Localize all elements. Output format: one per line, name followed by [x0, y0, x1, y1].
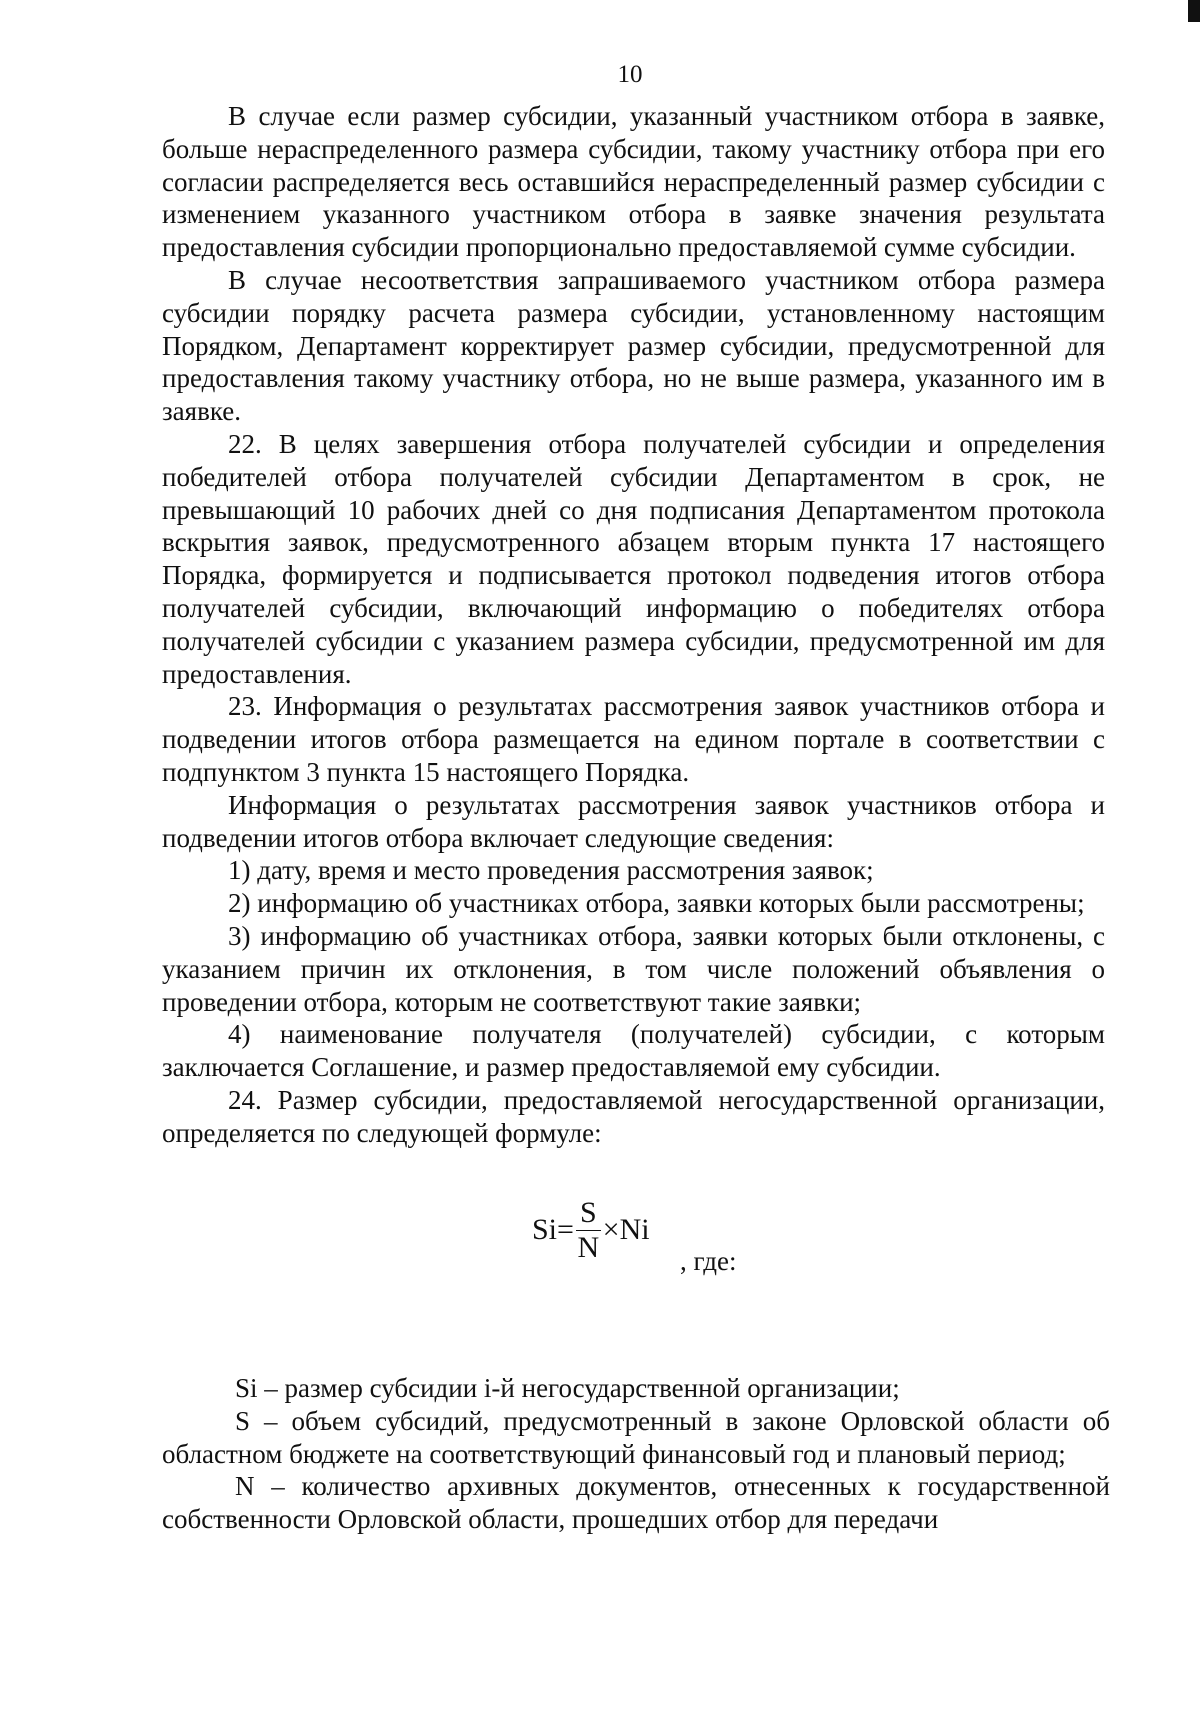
scan-edge-mark: [1188, 0, 1200, 22]
paragraph-subsidy-mismatch: В случае несоответствия запрашиваемого участником отбора размера субсидии порядку расчета размера субсидии, установленному настоящим Порядком, Департамент корректирует размер субсидии, предусмотренной для предоставления такому участнику отбора, но не выше размера, указанного им в заявке.: [162, 264, 1105, 427]
formula-operator: ×: [602, 1213, 620, 1246]
definition-s: S – объем субсидий, предусмотренный в законе Орловской области об областном бюджете на соответствующий финансовый год и плановый период;: [162, 1405, 1110, 1469]
list-item-4: 4) наименование получателя (получателей) субсидии, с которым заключается Соглашение, и размер предоставляемой ему субсидии.: [162, 1019, 1105, 1083]
definition-si: Si – размер субсидии i-й негосударственной организации;: [235, 1373, 900, 1403]
formula-lhs: Si=: [532, 1213, 574, 1246]
list-item-3: 3) информацию об участниках отбора, заявки которых были отклонены, с указанием причин их отклонения, в том числе положений объявления о проведении отбора, которым не соответствуют такие заявки;: [162, 920, 1105, 1017]
paragraph-item-24: 24. Размер субсидии, предоставляемой негосударственной организации, определяется по следующей формуле:: [162, 1084, 1105, 1148]
subsidy-formula: [532, 1195, 737, 1276]
formula-denominator: N: [577, 1230, 600, 1264]
formula-fraction: [576, 1196, 601, 1265]
formula-where: , где:: [680, 1245, 737, 1276]
paragraph-item-22: 22. В целях завершения отбора получателей субсидии и определения победителей отбора получателей субсидии Департаментом в срок, не превышающий 10 рабочих дней со дня подписания Департаментом протокола вскрытия заявок, предусмотренного абзацем вторым пункта 17 настоящего Порядка, формируется и подписывается протокол подведения итогов отбора получателей субсидии, включающий информацию о победителях отбора получателей субсидии с указанием размера субсидии, предусмотренной им для предоставления.: [162, 428, 1105, 689]
definition-n: N – количество архивных документов, отнесенных к государственной собственности Орловской области, прошедших отбор для передачи: [162, 1471, 1110, 1535]
paragraph-item-23: 23. Информация о результатах рассмотрения заявок участников отбора и подведении итогов отбора размещается на едином портале в соответствии с подпунктом 3 пункта 15 настоящего Порядка.: [162, 691, 1105, 787]
paragraph-info-contents: Информация о результатах рассмотрения заявок участников отбора и подведении итогов отбора включает следующие сведения:: [162, 789, 1105, 853]
formula-rhs: Ni: [619, 1213, 650, 1246]
formula-numerator: S: [576, 1196, 601, 1231]
list-item-1: 1) дату, время и место проведения рассмотрения заявок;: [228, 855, 874, 886]
definitions-block: [162, 1372, 1110, 1536]
paragraph-subsidy-excess: В случае если размер субсидии, указанный участником отбора в заявке, больше нераспределенного размера субсидии, такому участнику отбора при его согласии распределяется весь оставшийся нераспределенный размер субсидии с изменением указанного участником отбора в заявке значения результата предоставления субсидии пропорционально предоставляемой сумме субсидии.: [162, 101, 1105, 263]
formula-block: [162, 1150, 1105, 1312]
list-item-2: 2) информацию об участниках отбора, заявки которых были рассмотрены;: [228, 888, 1085, 919]
document-body: [162, 100, 1105, 1312]
page-number: 10: [617, 61, 643, 88]
